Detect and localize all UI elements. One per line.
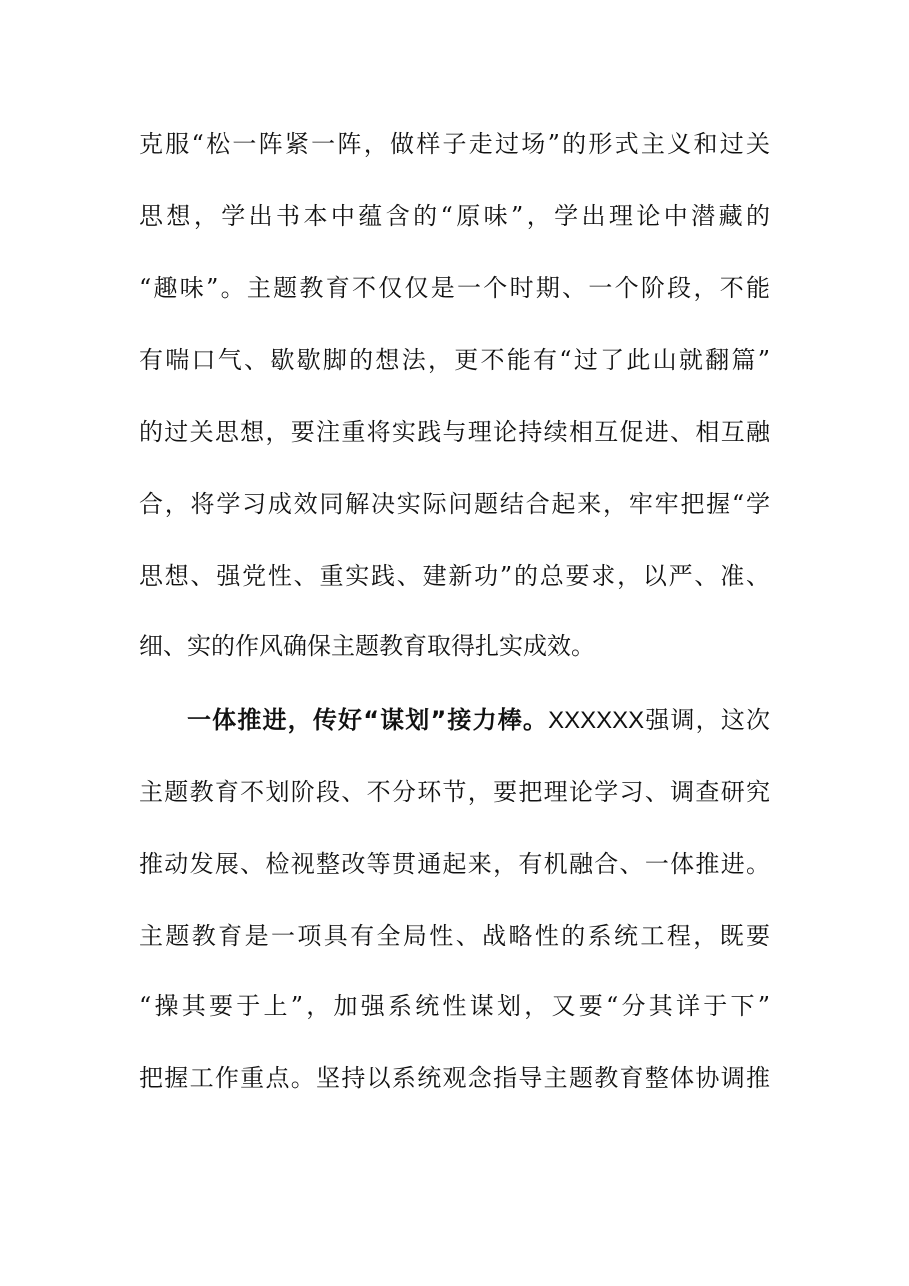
paragraph-2-line-3: 推动发展、检视整改等贯通起来，有机融合、一体推进。 <box>139 850 770 878</box>
paragraph-1-line-7: 思想、强党性、重实践、建新功”的总要求，以严、准、 <box>139 562 770 590</box>
paragraph-2-line-1 <box>187 700 770 740</box>
paragraph-1-line-5: 的过关思想，要注重将实践与理论持续相互促进、相互融 <box>139 418 770 446</box>
paragraph-2-line-4: 主题教育是一项具有全局性、战略性的系统工程，既要 <box>139 922 770 950</box>
redacted-name: XXXXXX <box>548 707 645 734</box>
paragraph-2-line-2: 主题教育不划阶段、不分环节，要把理论学习、调查研究 <box>139 778 770 806</box>
paragraph-1-line-1: 克服“松一阵紧一阵，做样子走过场”的形式主义和过关 <box>139 130 770 158</box>
paragraph-1-line-8: 细、实的作风确保主题教育取得扎实成效。 <box>139 632 595 660</box>
paragraph-heading: 一体推进，传好“谋划”接力棒。 <box>187 706 549 734</box>
paragraph-1-line-3: “趣味”。主题教育不仅仅是一个时期、一个阶段，不能 <box>139 274 770 302</box>
paragraph-2-line-6: 把握工作重点。坚持以系统观念指导主题教育整体协调推 <box>139 1064 770 1092</box>
paragraph-1-line-2: 思想，学出书本中蕴含的“原味”，学出理论中潜藏的 <box>139 202 770 230</box>
paragraph-2-line-1-rest: 强调，这次 <box>644 706 771 734</box>
paragraph-1-line-4: 有喘口气、歇歇脚的想法，更不能有“过了此山就翻篇” <box>139 346 770 374</box>
paragraph-2-line-5: “操其要于上”，加强系统性谋划，又要“分其详于下” <box>139 992 770 1020</box>
paragraph-1-line-6: 合，将学习成效同解决实际问题结合起来，牢牢把握“学 <box>139 490 770 518</box>
